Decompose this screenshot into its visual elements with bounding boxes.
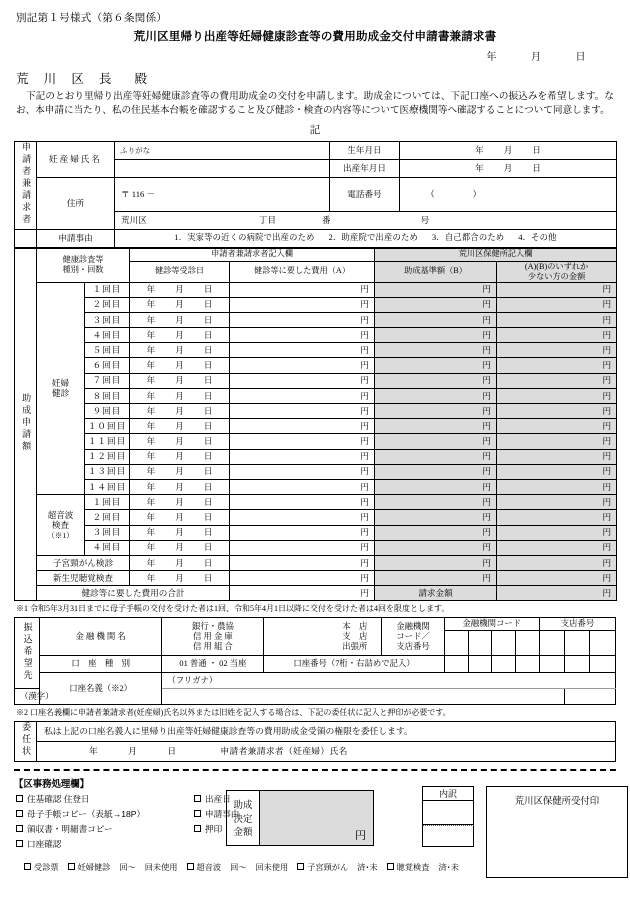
office-bottom-item-9 xyxy=(357,862,377,873)
checkup-count-label: ９回目 xyxy=(85,404,130,419)
checkup-count-label: １３回目 xyxy=(85,464,130,479)
group-label-ninpu: 妊婦 健診 xyxy=(37,282,85,495)
page-title: 荒川区里帰り出産等妊婦健康診査等の費用助成金交付申請書兼請求書 xyxy=(133,31,497,43)
bank-code-header: 金融機関コード xyxy=(444,618,539,631)
table-row xyxy=(15,388,617,403)
table-row xyxy=(15,510,617,525)
checkup-lesser-amount: 円 xyxy=(497,358,617,373)
checkup-base-amount: 円 xyxy=(375,495,497,510)
checkup-lesser-amount: 円 xyxy=(497,571,617,586)
proxy-signature-label: 申請者兼請求者（妊産婦）氏名 xyxy=(220,746,348,757)
checkup-count-label: １回目 xyxy=(85,282,130,297)
grant-decision-amount-box xyxy=(226,790,374,846)
table-row xyxy=(15,297,617,312)
checkup-base-amount: 円 xyxy=(375,388,497,403)
checkbox-icon[interactable] xyxy=(194,810,201,817)
office-check-left-3[interactable] xyxy=(16,822,191,837)
table-row xyxy=(15,312,617,327)
claim-amount-value: 円 xyxy=(497,586,617,601)
proxy-month: 月 xyxy=(128,746,138,757)
breakdown-label: 内訳 xyxy=(422,786,474,801)
office-checklist-left xyxy=(16,792,191,851)
table-row xyxy=(15,656,616,673)
account-no-cell[interactable] xyxy=(444,656,468,673)
total-cost-value[interactable]: 円 xyxy=(230,586,375,601)
checkup-lesser-amount: 円 xyxy=(497,540,617,555)
checkup-lesser-amount: 円 xyxy=(497,343,617,358)
branch-no-header: 支店番号 xyxy=(539,618,615,631)
checkup-base-amount: 円 xyxy=(375,419,497,434)
checkbox-icon[interactable] xyxy=(16,840,23,847)
checkup-base-amount: 円 xyxy=(375,571,497,586)
intro-paragraph xyxy=(16,90,614,119)
checkup-count-label: １回目 xyxy=(85,495,130,510)
checkup-lesser-amount: 円 xyxy=(497,464,617,479)
checkup-cost-field[interactable]: 円 xyxy=(230,343,375,358)
office-bottom-label: 受診票 xyxy=(34,863,59,873)
checkbox-icon[interactable] xyxy=(16,810,23,817)
checkup-date-field[interactable]: 年 月 日 xyxy=(130,373,230,388)
row-cervical-cancer: 子宮頸がん検診 xyxy=(37,555,130,570)
checkup-lesser-amount: 円 xyxy=(497,328,617,343)
checkup-base-amount: 円 xyxy=(375,555,497,570)
holder-kanji-field[interactable]: （漢字） xyxy=(15,689,565,705)
office-bottom-label: 超音波 xyxy=(196,863,222,873)
checkup-lesser-amount: 円 xyxy=(497,282,617,297)
branch-type-label[interactable]: 本 店 支 店 出張所 xyxy=(264,618,382,656)
checkup-date-field[interactable]: 年 月 日 xyxy=(130,282,230,297)
checkbox-icon[interactable] xyxy=(194,795,201,802)
checkup-date-field[interactable]: 年 月 日 xyxy=(130,358,230,373)
table-row xyxy=(15,495,617,510)
checkup-count-label: １１回目 xyxy=(85,434,130,449)
office-check-label: 口座確認 xyxy=(27,838,62,849)
delivery-date-label: 出産年月日 xyxy=(330,159,400,177)
ki-marker: 記 xyxy=(309,124,321,136)
checkup-cost-field[interactable]: 円 xyxy=(230,464,375,479)
bank-code-caption: 金融機関 コード／ 支店番号 xyxy=(382,618,444,656)
table-row xyxy=(15,419,617,434)
birthdate-value[interactable]: 年 月 日 xyxy=(400,141,617,159)
table-header-row xyxy=(15,618,616,631)
table-row xyxy=(15,141,617,159)
checkup-count-label: ６回目 xyxy=(85,358,130,373)
office-check-label: 領収書・明細書コピー xyxy=(27,824,113,834)
checkup-date-field[interactable]: 年 月 日 xyxy=(130,464,230,479)
applicant-table xyxy=(14,141,617,248)
bank-code-cell[interactable] xyxy=(516,631,540,656)
checkup-date-field[interactable]: 年 月 日 xyxy=(130,419,230,434)
table-row xyxy=(15,479,617,494)
row-newborn-hearing: 新生児聴覚検査 xyxy=(37,571,130,586)
office-bottom-label: 回未使用 xyxy=(255,863,289,873)
office-bottom-item-5[interactable] xyxy=(187,862,222,873)
group-label-ultrasound: 超音波 検査 （※1） xyxy=(37,495,85,556)
table-row xyxy=(15,571,617,586)
yen-unit: 円 xyxy=(355,830,366,843)
group-applicant-header: 申請者兼請求者記入欄 xyxy=(130,248,375,261)
proxy-statement: 私は上記の口座名義人に里帰り出産等妊婦健康診査等の費用助成金受領の権限を委任します。 xyxy=(37,722,616,741)
furigana-label: ふりがな xyxy=(115,141,330,159)
checkup-date-field[interactable]: 年 月 日 xyxy=(130,312,230,327)
applicant-side-label: 申請者兼請求者 xyxy=(15,141,37,229)
account-type-label: 口 座 種 別 xyxy=(39,656,161,673)
office-bottom-item-2[interactable] xyxy=(68,862,111,873)
office-bottom-label: 回～ xyxy=(119,863,136,873)
checkup-date-field[interactable]: 年 月 日 xyxy=(130,540,230,555)
office-bottom-item-4 xyxy=(145,862,178,873)
checkbox-icon[interactable] xyxy=(16,825,23,832)
bank-code-cell[interactable] xyxy=(444,631,468,656)
checkup-base-amount: 円 xyxy=(375,464,497,479)
proxy-signature-row[interactable] xyxy=(37,741,616,762)
office-check-left-1[interactable] xyxy=(16,792,191,807)
addressee-suffix: 殿 xyxy=(134,72,154,86)
branch-no-cell[interactable] xyxy=(564,631,589,656)
holder-furigana-field[interactable]: （フリガナ） xyxy=(162,673,616,689)
checkup-cost-field[interactable]: 円 xyxy=(230,312,375,327)
checkup-date-field[interactable]: 年 月 日 xyxy=(130,404,230,419)
checkup-lesser-amount: 円 xyxy=(497,373,617,388)
name-input[interactable] xyxy=(115,159,330,177)
table-row xyxy=(15,525,617,540)
table-row xyxy=(15,328,617,343)
office-bottom-label: 聴覚検査 xyxy=(396,863,430,873)
col-lesser-header: (A)(B)のいずれか 少ない方の金額 xyxy=(497,261,617,282)
checkup-cost-field[interactable]: 円 xyxy=(230,373,375,388)
account-no-cell[interactable] xyxy=(589,656,615,673)
branch-no-cell[interactable] xyxy=(589,631,615,656)
office-bottom-label: 子宮頸がん xyxy=(307,863,349,873)
reason-option-3[interactable]: 3．自己都合のため xyxy=(431,232,505,242)
office-bottom-item-1[interactable] xyxy=(24,862,59,873)
checkup-date-field[interactable]: 年 月 日 xyxy=(130,555,230,570)
checkup-lesser-amount: 円 xyxy=(497,388,617,403)
reason-label: 申請事由 xyxy=(37,229,115,247)
checkup-base-amount: 円 xyxy=(375,404,497,419)
breakdown-box xyxy=(422,786,474,847)
checkup-cost-field[interactable]: 円 xyxy=(230,510,375,525)
checkup-count-label: １４回目 xyxy=(85,479,130,494)
checkup-count-label: ２回目 xyxy=(85,510,130,525)
table-row xyxy=(15,586,617,601)
bank-type-label[interactable]: 銀行・農協 信 用 金 庫 信 用 組 合 xyxy=(162,618,264,656)
grant-side-label: 助成申請額 xyxy=(15,248,37,601)
checkbox-icon[interactable] xyxy=(187,863,194,870)
checkup-cost-field[interactable]: 円 xyxy=(230,388,375,403)
checkup-cost-field[interactable]: 円 xyxy=(230,479,375,494)
note-2: ※2 口座名義欄に申請者兼請求者(妊産婦)氏名以外または旧姓を記入する場合は、下記の委任状に記入と押印が必要です。 xyxy=(16,708,451,718)
table-row xyxy=(15,555,617,570)
grant-decision-label: 助成 決定 金額 xyxy=(227,791,260,845)
col-base-header: 助成基準額（B） xyxy=(375,261,497,282)
checkup-base-amount: 円 xyxy=(375,343,497,358)
postal-code-field[interactable]: 〒 116 － xyxy=(115,177,330,211)
checkup-base-amount: 円 xyxy=(375,297,497,312)
office-check-label: 申請事由 xyxy=(205,809,240,820)
office-check-left-2[interactable] xyxy=(16,807,191,822)
group-office-header: 荒川区保健所記入欄 xyxy=(375,248,617,261)
checkup-lesser-amount: 円 xyxy=(497,495,617,510)
checkup-count-label: ３回目 xyxy=(85,312,130,327)
office-checklist-bottom xyxy=(24,862,468,873)
account-type-options[interactable]: 01 普通 ・ 02 当座 xyxy=(162,656,264,673)
office-use-section xyxy=(14,776,616,886)
checkup-cost-field[interactable]: 円 xyxy=(230,540,375,555)
reason-option-1[interactable]: 1．実家等の近くの病院で出産のため xyxy=(174,232,315,242)
grant-table xyxy=(14,248,617,602)
office-check-label: 母子手帳コピー（表紙→18P） xyxy=(27,809,146,820)
checkup-count-label: ５回目 xyxy=(85,343,130,358)
checkup-date-field[interactable]: 年 月 日 xyxy=(130,434,230,449)
breakdown-cell-1[interactable] xyxy=(422,801,474,825)
checkbox-icon[interactable] xyxy=(24,863,31,870)
account-no-cell[interactable] xyxy=(492,656,516,673)
checkup-cost-field[interactable]: 円 xyxy=(230,571,375,586)
office-bottom-item-8[interactable] xyxy=(297,862,348,873)
checkup-lesser-amount: 円 xyxy=(497,555,617,570)
checkup-cost-field[interactable]: 円 xyxy=(230,434,375,449)
cut-line-divider xyxy=(14,769,616,771)
checkup-cost-field[interactable]: 円 xyxy=(230,495,375,510)
checkup-base-amount: 円 xyxy=(375,540,497,555)
checkup-base-amount: 円 xyxy=(375,312,497,327)
account-no-label: 口座番号（7桁・右詰めで記入） xyxy=(264,656,444,673)
checkup-cost-field[interactable]: 円 xyxy=(230,449,375,464)
proxy-day: 日 xyxy=(167,746,177,757)
checkup-count-label: ３回目 xyxy=(85,525,130,540)
checkbox-icon[interactable] xyxy=(297,863,304,870)
table-row xyxy=(15,449,617,464)
account-no-cell[interactable] xyxy=(516,656,540,673)
office-check-label: 押印 xyxy=(205,824,223,834)
office-bottom-label: 済･未 xyxy=(438,863,459,873)
table-row xyxy=(15,282,617,297)
reason-option-2[interactable]: 2．助産院で出産のため xyxy=(328,232,418,242)
office-bottom-item-10[interactable] xyxy=(387,862,430,873)
checkup-date-field[interactable]: 年 月 日 xyxy=(130,510,230,525)
office-bottom-item-11 xyxy=(438,862,458,873)
checkup-base-amount: 円 xyxy=(375,434,497,449)
checkup-date-field[interactable]: 年 月 日 xyxy=(130,479,230,494)
checkup-count-label: ４回目 xyxy=(85,540,130,555)
claim-amount-label: 請求金額 xyxy=(375,586,497,601)
checkup-date-field[interactable]: 年 月 日 xyxy=(130,388,230,403)
addressee xyxy=(16,69,616,87)
checkup-lesser-amount: 円 xyxy=(497,525,617,540)
checkup-base-amount: 円 xyxy=(375,373,497,388)
table-row xyxy=(15,434,617,449)
checkup-date-field[interactable]: 年 月 日 xyxy=(130,495,230,510)
addressee-name: 荒 川 区 長 xyxy=(16,72,118,86)
reason-option-4[interactable]: 4．その他 xyxy=(518,232,557,242)
checkup-lesser-amount: 円 xyxy=(497,419,617,434)
office-bottom-label: 回未使用 xyxy=(144,863,178,873)
checkbox-icon[interactable] xyxy=(68,863,75,870)
breakdown-cell-2[interactable] xyxy=(422,825,474,847)
bank-name-label: 金 融 機 関 名 xyxy=(39,618,161,656)
checkup-base-amount: 円 xyxy=(375,510,497,525)
table-row xyxy=(15,722,616,741)
table-row xyxy=(15,358,617,373)
checkup-base-amount: 円 xyxy=(375,282,497,297)
bank-side-label: 振込希望先 xyxy=(15,618,40,689)
account-no-cell[interactable] xyxy=(564,656,589,673)
bank-code-cell[interactable] xyxy=(468,631,492,656)
checkup-count-label: ２回目 xyxy=(85,297,130,312)
checkup-date-field[interactable]: 年 月 日 xyxy=(130,343,230,358)
office-bottom-label: 妊婦健診 xyxy=(77,863,111,873)
checkup-cost-field[interactable]: 円 xyxy=(230,419,375,434)
checkup-date-field[interactable]: 年 月 日 xyxy=(130,297,230,312)
checkup-cost-field[interactable]: 円 xyxy=(230,328,375,343)
checkbox-icon[interactable] xyxy=(16,795,23,802)
tel-label: 電話番号 xyxy=(330,177,400,211)
address-label: 住所 xyxy=(37,177,115,229)
account-no-cell[interactable] xyxy=(468,656,492,673)
checkup-base-amount: 円 xyxy=(375,525,497,540)
checkup-lesser-amount: 円 xyxy=(497,312,617,327)
office-bottom-item-3 xyxy=(119,862,135,873)
checkup-cost-field[interactable]: 円 xyxy=(230,555,375,570)
col-date-header: 健診等受診日 xyxy=(130,261,230,282)
office-check-label: 出産日 xyxy=(205,794,231,805)
account-holder-label: 口座名義（※2） xyxy=(39,673,161,705)
col-cost-header: 健診等に要した費用（A） xyxy=(230,261,375,282)
checkup-cost-field[interactable]: 円 xyxy=(230,404,375,419)
date-year-label: 年 xyxy=(486,52,497,63)
table-row xyxy=(15,373,617,388)
proxy-year: 年 xyxy=(89,746,99,757)
submission-date-line xyxy=(14,48,616,63)
checkup-count-label: １０回目 xyxy=(85,419,130,434)
checkup-cost-field[interactable]: 円 xyxy=(230,525,375,540)
checkup-count-label: ４回目 xyxy=(85,328,130,343)
checkbox-icon[interactable] xyxy=(194,825,201,832)
table-row xyxy=(15,464,617,479)
delivery-date-value[interactable]: 年 月 日 xyxy=(400,159,617,177)
checkup-base-amount: 円 xyxy=(375,358,497,373)
checkbox-icon[interactable] xyxy=(387,863,394,870)
date-day-label: 日 xyxy=(575,52,586,63)
table-row xyxy=(15,229,617,247)
checkup-cost-field[interactable]: 円 xyxy=(230,282,375,297)
proxy-table xyxy=(14,721,616,762)
office-bottom-item-6 xyxy=(230,862,246,873)
checkup-date-field[interactable]: 年 月 日 xyxy=(130,525,230,540)
checkup-base-amount: 円 xyxy=(375,449,497,464)
date-month-label: 月 xyxy=(531,52,542,63)
branch-no-cell[interactable] xyxy=(539,631,564,656)
table-row xyxy=(15,343,617,358)
checkup-count-label: ７回目 xyxy=(85,373,130,388)
account-no-cell[interactable] xyxy=(539,656,564,673)
table-row xyxy=(15,540,617,555)
checkup-date-field[interactable]: 年 月 日 xyxy=(130,449,230,464)
checkup-cost-field[interactable]: 円 xyxy=(230,358,375,373)
table-row xyxy=(15,741,616,762)
checkup-base-amount: 円 xyxy=(375,479,497,494)
checkup-base-amount: 円 xyxy=(375,328,497,343)
note-1: ※1 令和5年3月31日までに母子手帳の交付を受けた者は1回、令和5年4月1日以降に交付を受けた者は4回を限度とします。 xyxy=(16,604,450,614)
checkup-lesser-amount: 円 xyxy=(497,510,617,525)
proxy-side-label: 委任状 xyxy=(15,722,37,762)
table-row xyxy=(15,673,616,689)
checkup-date-field[interactable]: 年 月 日 xyxy=(130,571,230,586)
checkup-lesser-amount: 円 xyxy=(497,479,617,494)
intro-text: 下記のとおり里帰り出産等妊婦健康診査等の費用助成金の交付を申請します。助成金については、下記口座への振込みを希望します。なお、本申請に当たり、私の住民基本台帳を確認すること及び健診・検査の内容等について医療機関等へ確認することについて同意します。 xyxy=(16,91,614,117)
reason-side-spacer xyxy=(15,229,37,247)
checkup-lesser-amount: 円 xyxy=(497,404,617,419)
grant-decision-value[interactable] xyxy=(260,791,373,845)
total-label: 健診等に要した費用の合計 xyxy=(37,586,230,601)
checkup-lesser-amount: 円 xyxy=(497,434,617,449)
receipt-stamp-label: 荒川区保健所受付印 xyxy=(514,795,600,807)
table-row xyxy=(15,177,617,211)
table-row xyxy=(15,404,617,419)
name-label: 妊産婦氏名 xyxy=(37,141,115,177)
receipt-stamp-box xyxy=(486,786,628,878)
checkup-count-label: ８回目 xyxy=(85,388,130,403)
form-number: 別記第１号様式（第６条関係） xyxy=(16,13,168,24)
office-check-left-4[interactable] xyxy=(16,837,191,852)
checkup-date-field[interactable]: 年 月 日 xyxy=(130,328,230,343)
checkup-lesser-amount: 円 xyxy=(497,449,617,464)
birthdate-label: 生年月日 xyxy=(330,141,400,159)
address-field[interactable]: 荒川区 丁目 番 号 xyxy=(115,211,617,229)
office-bottom-label: 回～ xyxy=(230,863,247,873)
reason-options[interactable] xyxy=(115,229,617,247)
bank-table xyxy=(14,617,616,705)
checkup-lesser-amount: 円 xyxy=(497,297,617,312)
office-section-title: 【区事務処理欄】 xyxy=(14,778,90,790)
table-header-row xyxy=(15,248,617,261)
checkup-cost-field[interactable]: 円 xyxy=(230,297,375,312)
bank-code-cell[interactable] xyxy=(492,631,516,656)
office-bottom-label: 済･未 xyxy=(357,863,378,873)
office-check-label: 住基確認 住登日 xyxy=(27,794,90,805)
kind-header: 健康診査等 種別・回数 xyxy=(37,248,130,282)
office-bottom-item-7 xyxy=(255,862,288,873)
tel-field[interactable]: （ ） xyxy=(400,177,617,211)
checkup-count-label: １２回目 xyxy=(85,449,130,464)
